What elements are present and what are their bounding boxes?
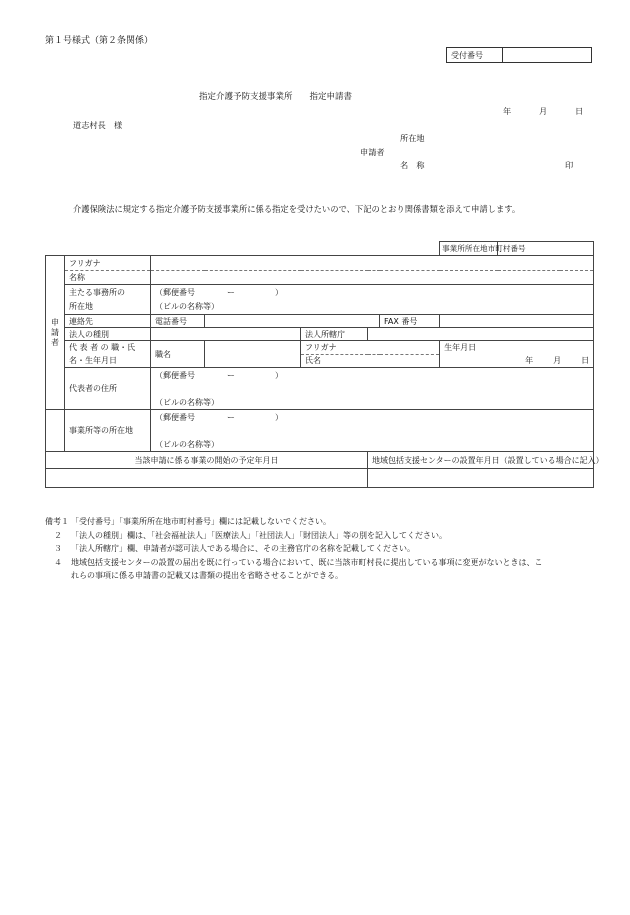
intro-text: 介護保険法に規定する指定介護予防支援事業所に係る指定を受けたいので、下記のとおり関係書類を添えて申請します。 [73, 204, 521, 214]
date-day-label: 日 [575, 106, 584, 116]
seal-mark: 印 [565, 160, 574, 170]
job-title-field[interactable] [205, 341, 301, 368]
rep-address-postal[interactable]: （郵便番号 ー ） [151, 368, 594, 383]
main-office-label: 主たる事務所の 所在地 [65, 285, 151, 315]
remark-text: 「受付番号」「事業所所在地市町村番号」欄には記載しないでください。 [71, 517, 331, 526]
birthdate-field[interactable] [440, 354, 594, 368]
date-year-label: 年 [503, 106, 512, 116]
start-date-header: 当該申請に係る事業の開始の予定年月日 [46, 452, 368, 469]
furigana-field[interactable] [151, 256, 594, 271]
birth-month-label: 月 [553, 356, 562, 365]
fax-field[interactable] [440, 315, 594, 328]
rep-address-field[interactable] [151, 383, 594, 396]
corp-type-label: 法人の種別 [65, 328, 151, 341]
fax-label: FAX 番号 [380, 315, 440, 328]
remark-number: ２ [54, 530, 62, 540]
corp-authority-field[interactable] [368, 328, 594, 341]
phone-label: 電話番号 [151, 315, 205, 328]
main-office-building[interactable]: （ビルの名称等） [151, 300, 594, 315]
applicant-label: 申請者 [360, 147, 385, 157]
corp-authority-label: 法人所轄庁 [301, 328, 368, 341]
contact-label: 連絡先 [65, 315, 151, 328]
birth-year-label: 年 [525, 356, 534, 365]
reception-number-box [446, 47, 592, 63]
remark-number: 備考１ [45, 517, 69, 526]
rep-furigana-label: フリガナ [301, 341, 440, 355]
remark-number: ４ [54, 557, 62, 567]
remark-text: 地域包括支援センターの設置の届出を既に行っている場合において、既に当該市町村長に提出している事項に変更がないときは、これらの事項に係る申請書の記載又は書類の提出を省略させることができる。 [71, 557, 543, 580]
start-date-field[interactable] [46, 469, 368, 488]
office-address-building[interactable]: （ビルの名称等） [151, 438, 594, 452]
remark-item [45, 515, 605, 529]
office-address-vertical-blank [46, 410, 65, 452]
form-title: 指定介護予防支援事業所 指定申請書 [199, 92, 353, 102]
birthdate-label: 生年月日 [440, 341, 594, 355]
remark-item [45, 556, 605, 583]
main-office-postal[interactable]: （郵便番号 ー ） [151, 285, 594, 300]
rep-name-label: 氏名 [301, 354, 440, 368]
rep-address-label: 代表者の住所 [65, 368, 151, 410]
representative-label: 代 表 者 の 職・氏 名・生年月日 [65, 341, 151, 368]
date-month-label: 月 [539, 106, 548, 116]
reception-number-field[interactable] [503, 48, 591, 62]
job-title-label: 職名 [151, 341, 205, 368]
form-number: 第１号様式（第２条関係） [45, 36, 154, 46]
remark-item [45, 542, 605, 556]
office-address-label: 事業所等の所在地 [65, 410, 151, 452]
furigana-label: フリガナ [65, 256, 151, 271]
remark-text: 「法人所轄庁」欄、申請者が認可法人である場合に、その主務官庁の名称を記載してください。 [71, 544, 415, 553]
name-field[interactable] [151, 271, 594, 285]
remarks-section [45, 515, 605, 583]
office-address-field[interactable] [151, 425, 594, 438]
phone-field[interactable] [205, 315, 380, 328]
municipal-code-label: 事業所所在地市町村番号 [440, 242, 498, 256]
remark-item [45, 529, 605, 543]
center-date-header: 地域包括支援センターの設置年月日（設置している場合に記入） [368, 452, 594, 469]
center-date-field[interactable] [368, 469, 594, 488]
reception-number-label: 受付番号 [447, 48, 503, 62]
office-address-postal[interactable]: （郵便番号 ー ） [151, 410, 594, 425]
application-table [45, 241, 604, 488]
birth-day-label: 日 [581, 356, 590, 365]
name-label: 名称 [65, 271, 151, 285]
addressee: 道志村長 様 [73, 120, 123, 130]
remark-number: ３ [54, 544, 62, 553]
applicant-address-label: 所在地 [400, 133, 425, 143]
applicant-name-label: 名 称 [400, 160, 425, 170]
corp-type-field[interactable] [151, 328, 301, 341]
applicant-vertical-label: 申 請 者 [46, 256, 65, 410]
remark-text: 「法人の種別」欄は、「社会福祉法人」「医療法人」「社団法人」「財団法人」等の別を記入してください。 [71, 530, 447, 540]
rep-address-building[interactable]: （ビルの名称等） [151, 396, 594, 410]
